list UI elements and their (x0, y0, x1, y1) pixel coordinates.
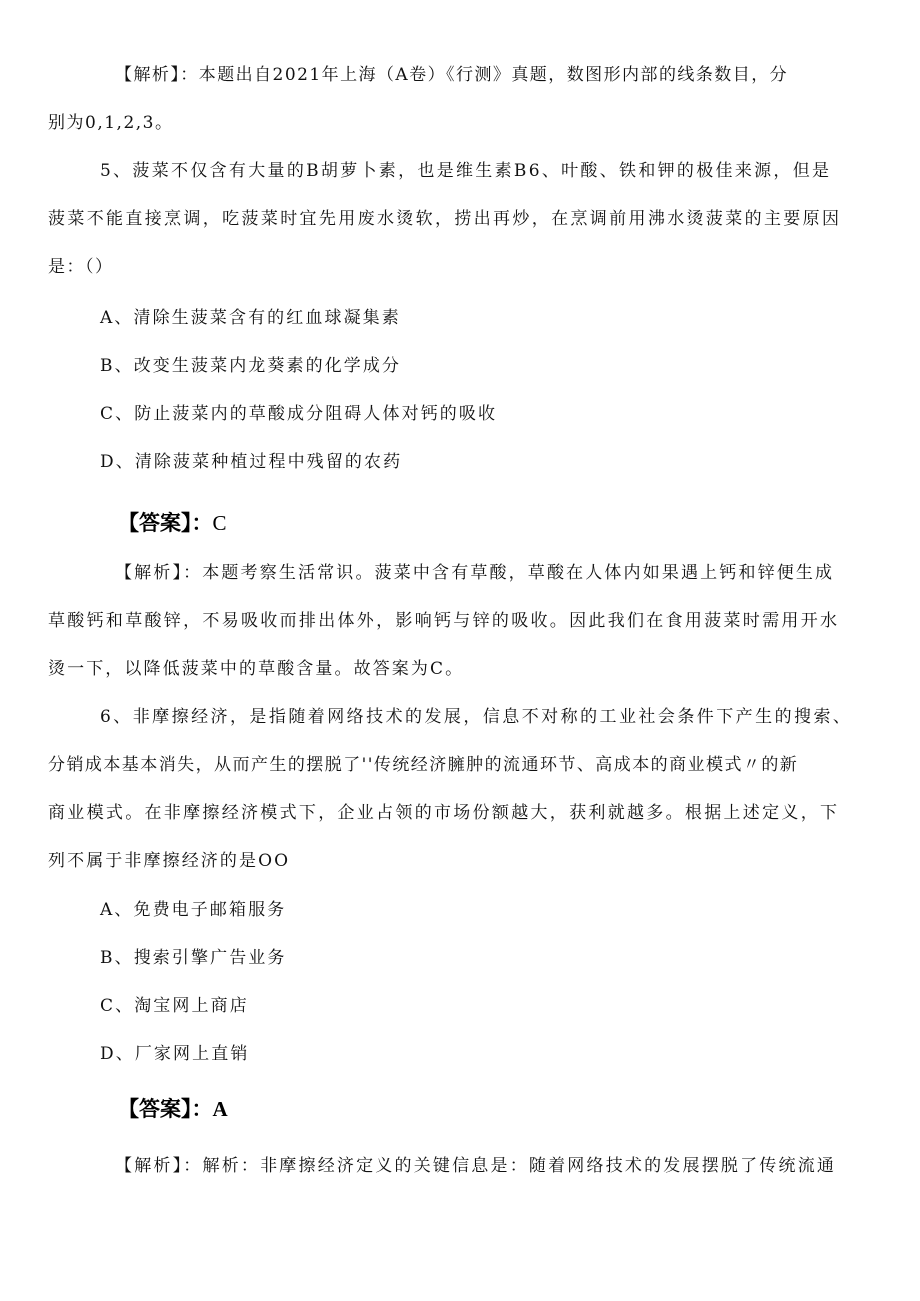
q5-analysis-line-2: 草酸钙和草酸锌，不易吸收而排出体外，影响钙与锌的吸收。因此我们在食用菠菜时需用开水 (48, 611, 840, 631)
q6-option-c: C、淘宝网上商店 (100, 996, 249, 1016)
q6-stem-line-2: 分销成本基本消失，从而产生的摆脱了''传统经济臃肿的流通环节、高成本的商业模式〃的新 (48, 755, 799, 775)
q6-option-b: B、搜索引擎广告业务 (100, 948, 287, 968)
q5-answer-value: C (212, 511, 227, 535)
q6-stem-line-1: 6、非摩擦经济，是指随着网络技术的发展，信息不对称的工业社会条件下产生的搜索、 (100, 707, 853, 727)
q6-answer-value: A (212, 1097, 228, 1121)
q5-answer (118, 509, 227, 537)
q5-option-d: D、清除菠菜种植过程中残留的农药 (100, 452, 403, 472)
q6-option-d: D、厂家网上直销 (100, 1044, 250, 1064)
q5-analysis-line-3: 烫一下，以降低菠菜中的草酸含量。故答案为C。 (48, 659, 465, 679)
q6-stem-line-4: 列不属于非摩擦经济的是OO (48, 851, 291, 871)
q6-analysis-line-1: 【解析】：解析：非摩擦经济定义的关键信息是：随着网络技术的发展摆脱了传统流通 (115, 1156, 837, 1176)
q5-stem-line-1: 5、菠菜不仅含有大量的B胡萝卜素，也是维生素B6、叶酸、铁和钾的极佳来源，但是 (100, 161, 832, 181)
q5-stem-line-3: 是：（） (48, 257, 114, 277)
q5-option-b: B、改变生菠菜内龙葵素的化学成分 (100, 356, 402, 376)
q6-answer-label: 【答案】： (118, 1097, 213, 1121)
q4-analysis-line-1: 【解析】：本题出自2021年上海（A卷）《行测》真题，数图形内部的线条数目，分 (115, 65, 789, 85)
q5-answer-label: 【答案】： (118, 511, 213, 535)
q5-option-a: A、清除生菠菜含有的红血球凝集素 (100, 308, 401, 328)
q4-analysis-line-2: 别为0,1,2,3。 (48, 113, 174, 133)
q5-stem-line-2: 菠菜不能直接烹调，吃菠菜时宜先用废水烫软，捞出再炒，在烹调前用沸水烫菠菜的主要原因 (48, 209, 842, 229)
q5-option-c: C、防止菠菜内的草酸成分阻碍人体对钙的吸收 (100, 404, 498, 424)
q5-analysis-line-1: 【解析】：本题考察生活常识。菠菜中含有草酸，草酸在人体内如果遇上钙和锌便生成 (115, 563, 835, 583)
q6-stem-line-3: 商业模式。在非摩擦经济模式下，企业占领的市场份额越大，获利就越多。根据上述定义，下 (48, 803, 840, 823)
q6-option-a: A、免费电子邮箱服务 (100, 900, 287, 920)
q6-answer (118, 1095, 228, 1123)
